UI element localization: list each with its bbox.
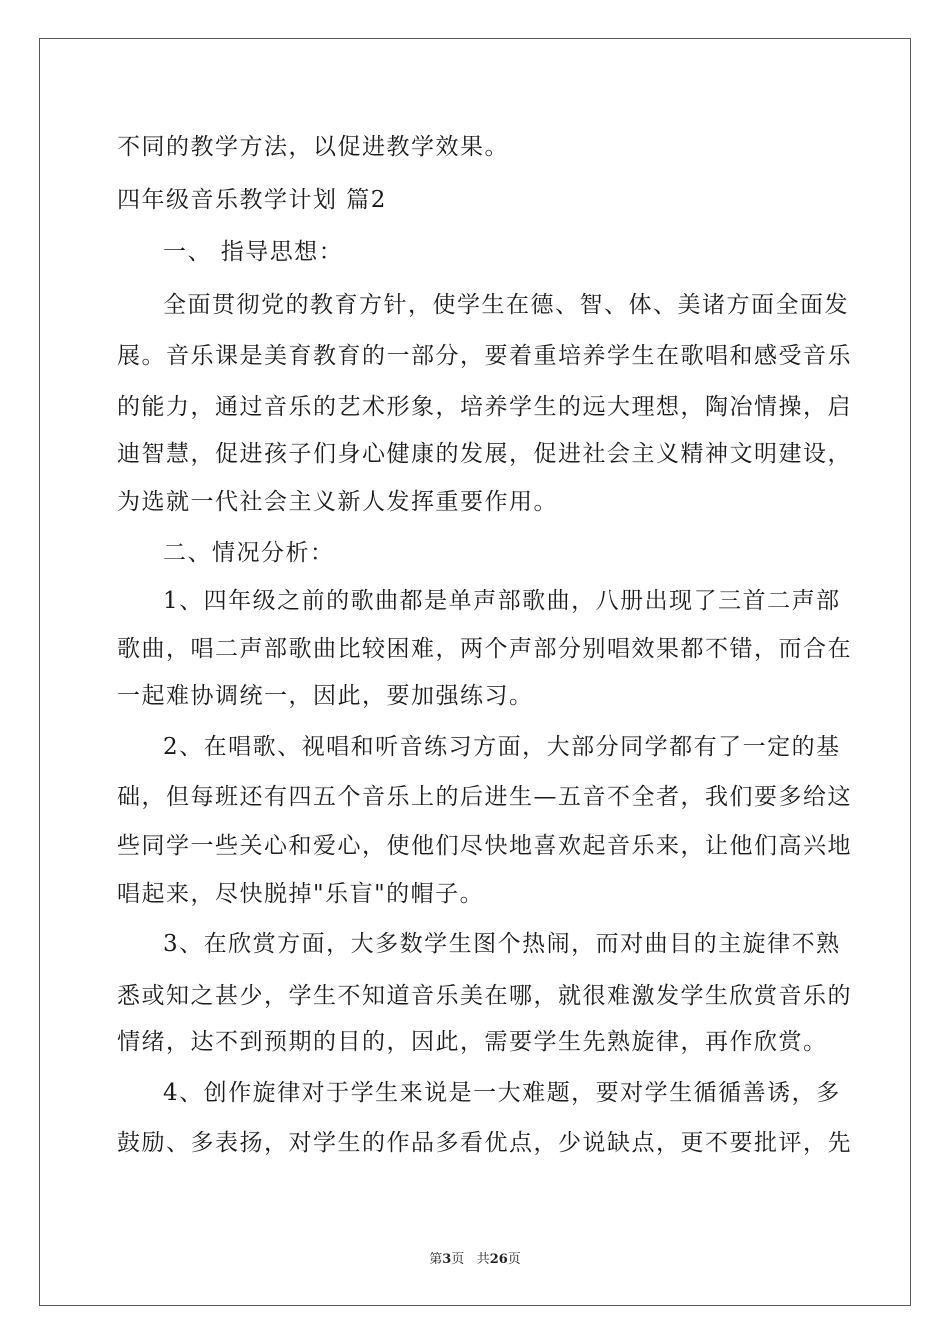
text-line: 1、四年级之前的歌曲都是单声部歌曲，八册出现了三首二声部	[163, 588, 841, 614]
text-line: 为选就一代社会主义新人发挥重要作用。	[117, 489, 558, 515]
text-line: 3、在欣赏方面，大多数学生图个热闹，而对曲目的主旋律不熟	[163, 931, 841, 957]
text-line: 一起难协调统一，因此，要加强练习。	[117, 683, 534, 709]
text-line: 不同的教学方法，以促进教学效果。	[117, 134, 509, 160]
text-line: 4、创作旋律对于学生来说是一大难题，要对学生循循善诱，多	[163, 1080, 841, 1106]
text-line: 迪智慧，促进孩子们身心健康的发展，促进社会主义精神文明建设，	[117, 441, 852, 467]
text-line: 2、在唱歌、视唱和听音练习方面，大部分同学都有了一定的基	[163, 734, 841, 760]
total-page-count: 26	[489, 1252, 508, 1267]
text-line: 全面贯彻党的教育方针，使学生在德、智、体、美诸方面全面发	[163, 292, 849, 318]
footer-total-suffix: 页	[507, 1252, 521, 1267]
text-line: 唱起来，尽快脱掉"乐盲"的帽子。	[117, 881, 485, 907]
heading-guiding-thought: 一、 指导思想：	[163, 239, 344, 265]
text-line: 情绪，达不到预期的目的，因此，需要学生先熟旋律，再作欣赏。	[117, 1029, 828, 1055]
text-line: 展。音乐课是美育教育的一部分，要着重培养学生在歌唱和感受音乐	[117, 343, 852, 369]
text-line: 的能力，通过音乐的艺术形象，培养学生的远大理想，陶冶情操，启	[117, 394, 852, 420]
text-line: 础，但每班还有四五个音乐上的后进生—五音不全者，我们要多给这	[117, 784, 852, 810]
current-page-number: 3	[442, 1252, 452, 1267]
page-frame	[39, 38, 911, 1306]
text-line: 悉或知之甚少，学生不知道音乐美在哪，就很难激发学生欣赏音乐的	[117, 983, 852, 1009]
page-footer	[0, 1248, 950, 1267]
section-title: 四年级音乐教学计划 篇2	[117, 187, 387, 213]
footer-page-suffix: 页	[451, 1252, 465, 1267]
footer-prefix: 第	[429, 1252, 443, 1267]
text-line: 鼓励、多表扬，对学生的作品多看优点，少说缺点，更不要批评，先	[117, 1130, 852, 1156]
heading-situation-analysis: 二、情况分析：	[163, 540, 335, 566]
text-line: 歌曲，唱二声部歌曲比较困难，两个声部分别唱效果都不错，而合在	[117, 636, 852, 662]
text-line: 些同学一些关心和爱心，使他们尽快地喜欢起音乐来，让他们高兴地	[117, 833, 852, 859]
footer-total-prefix: 共	[476, 1252, 490, 1267]
